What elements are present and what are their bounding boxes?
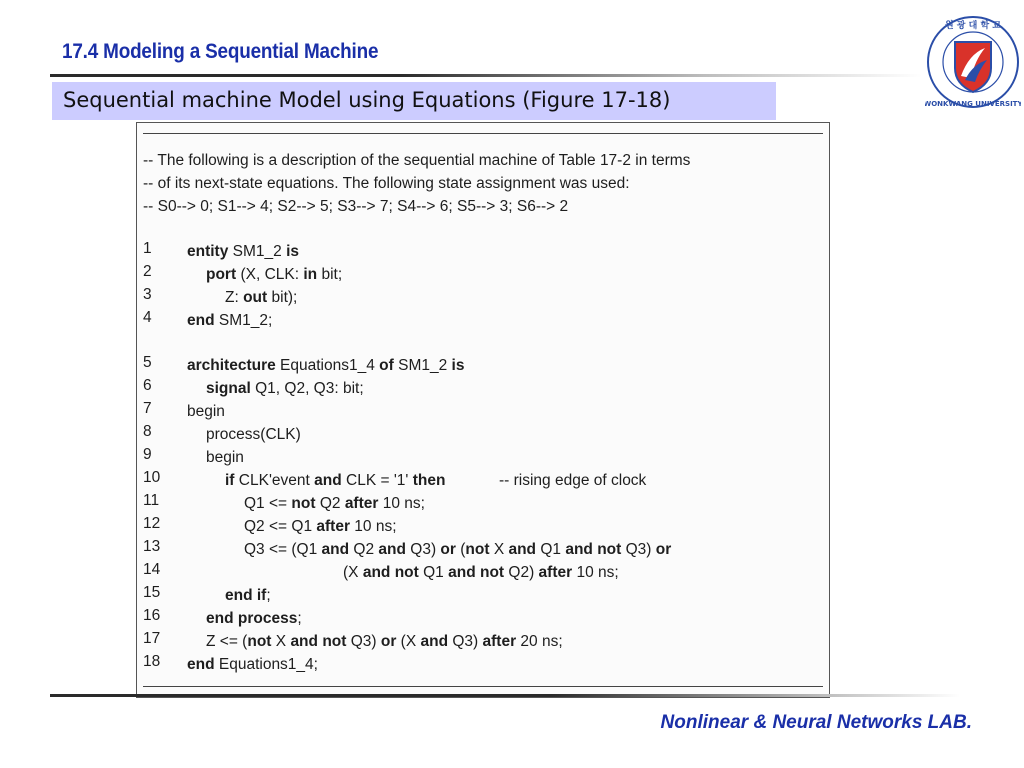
svg-text:원 광 대 학 교: 원 광 대 학 교: [944, 21, 1002, 31]
code-line: end SM1_2;: [187, 312, 273, 329]
line-number: 4: [143, 309, 152, 326]
code-line: process(CLK): [206, 426, 301, 443]
svg-text:WONKWANG UNIVERSITY: WONKWANG UNIVERSITY: [925, 100, 1021, 108]
comment-line: -- The following is a description of the sequential machine of Table 17-2 in terms: [143, 152, 691, 169]
line-number: 16: [143, 607, 161, 624]
code-line: Q1 <= not Q2 after 10 ns;: [244, 495, 425, 512]
code-line: if CLK'event and CLK = '1' then: [225, 472, 446, 489]
code-line: architecture Equations1_4 of SM1_2 is: [187, 357, 465, 374]
line-number: 7: [143, 400, 152, 417]
line-number: 17: [143, 630, 161, 647]
code-figure: [136, 122, 830, 698]
comment-line: -- S0--> 0; S1--> 4; S2--> 5; S3--> 7; S4--> 6; S5--> 3; S6--> 2: [143, 198, 569, 215]
code-line: Q2 <= Q1 after 10 ns;: [244, 518, 397, 535]
code-line: entity SM1_2 is: [187, 243, 300, 260]
code-line: Z: out bit);: [225, 289, 298, 306]
slide-subtitle: Sequential machine Model using Equations (Figure 17-18): [63, 88, 671, 112]
figure-top-rule: [143, 133, 823, 134]
code-line: end Equations1_4;: [187, 656, 318, 673]
comment-line: -- of its next-state equations. The following state assignment was used:: [143, 175, 630, 192]
code-line: end process;: [206, 610, 302, 627]
line-number: 1: [143, 240, 152, 257]
lab-footer: Nonlinear & Neural Networks LAB.: [660, 712, 972, 733]
footer-divider: [50, 694, 960, 697]
code-line: port (X, CLK: in bit;: [206, 266, 343, 283]
code-line: begin: [206, 449, 244, 466]
line-number: 13: [143, 538, 161, 555]
line-number: 2: [143, 263, 152, 280]
university-logo: [925, 14, 1021, 110]
line-number: 6: [143, 377, 152, 394]
code-line: begin: [187, 403, 225, 420]
code-line: Q3 <= (Q1 and Q2 and Q3) or (not X and Q1 and not Q3) or: [244, 541, 672, 558]
line-number: 9: [143, 446, 152, 463]
code-line: end if;: [225, 587, 271, 604]
line-number: 14: [143, 561, 161, 578]
figure-bottom-rule: [143, 686, 823, 687]
line-number: 15: [143, 584, 161, 601]
title-divider: [50, 74, 922, 77]
line-number: 12: [143, 515, 161, 532]
line-number: 10: [143, 469, 161, 486]
line-number: 5: [143, 354, 152, 371]
line-number: 18: [143, 653, 161, 670]
code-line: Z <= (not X and not Q3) or (X and Q3) after 20 ns;: [206, 633, 563, 650]
line-number: 11: [143, 492, 160, 509]
line-number: 3: [143, 286, 152, 303]
slide-title: 17.4 Modeling a Sequential Machine: [62, 40, 379, 63]
code-line: (X and not Q1 and not Q2) after 10 ns;: [343, 564, 619, 581]
code-comment: -- rising edge of clock: [499, 472, 647, 489]
code-line: signal Q1, Q2, Q3: bit;: [206, 380, 364, 397]
line-number: 8: [143, 423, 152, 440]
